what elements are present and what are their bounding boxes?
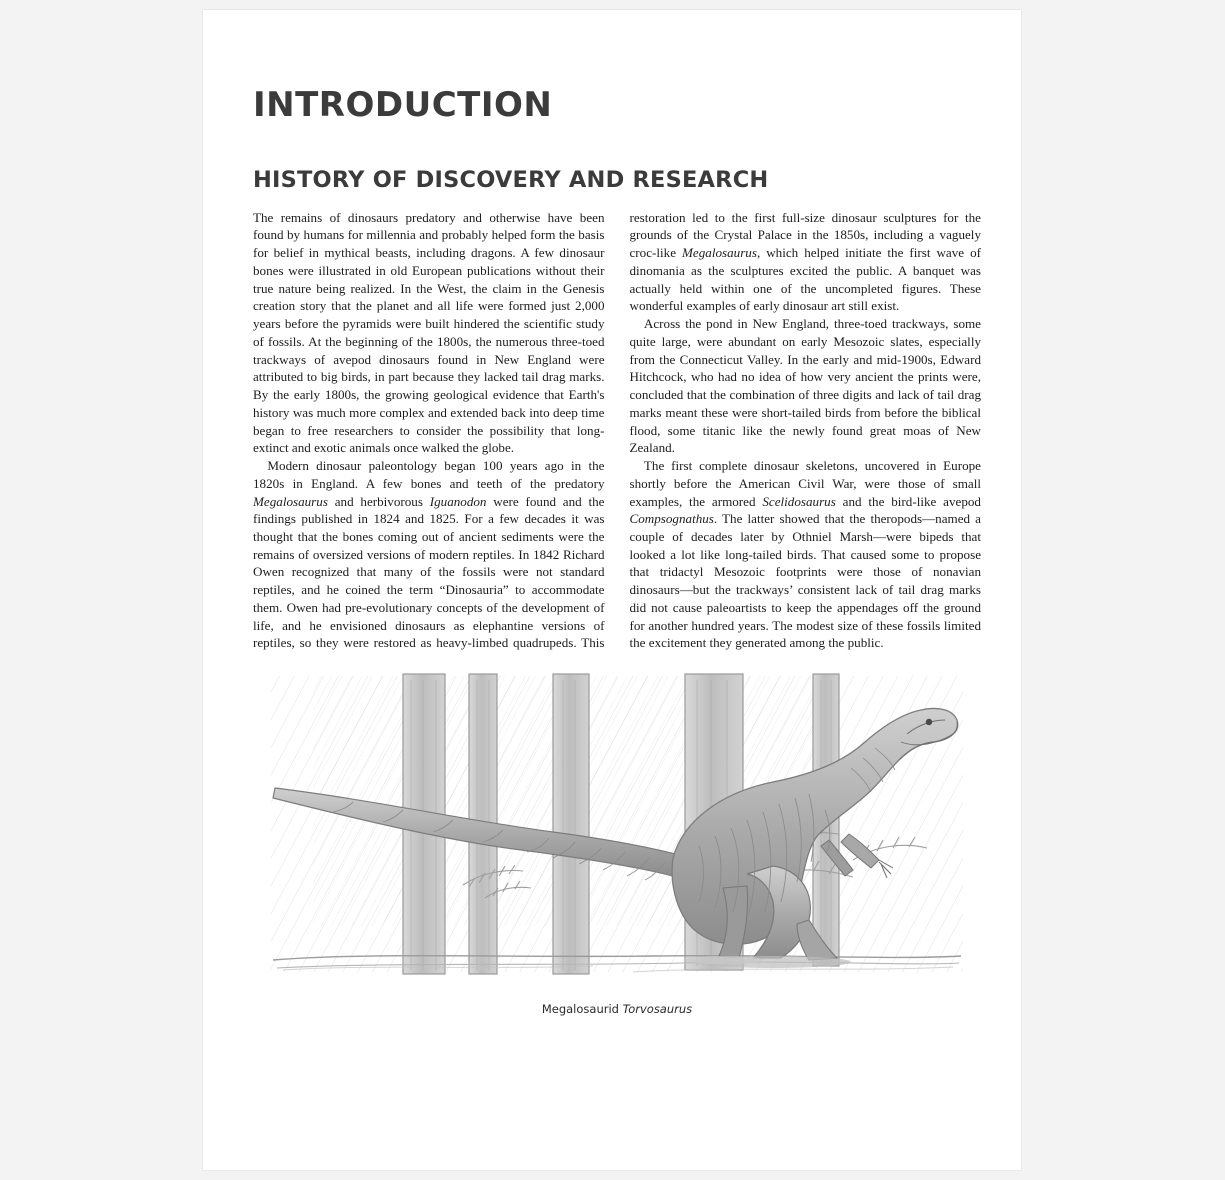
figure-caption-genus: Torvosaurus [622,1002,693,1017]
section-title: HISTORY OF DISCOVERY AND RESEARCH [253,167,769,193]
dinosaur-illustration [253,670,981,992]
book-page [203,10,1021,1170]
paragraph: The remains of dinosaurs predatory and otherwise have been found by humans for millennia and probably helped form the basis for belief in mythical beasts, including dragons. A few dinosaur bones were illustrated in old European publications without their true nature being realized. In the West, the claim in the Genesis creation story that the planet and all life were formed just 2,000 years before the pyramids were built hindered the scientific study of fossils. At the beginning of the 1800s, the numerous three-toed trackways of avepod dinosaurs found in New England were attributed to big birds, in part because they lacked tail drag marks. By the early 1800s, the growing geological evidence that Earth's history was much more complex and extended back into deep time began to free researchers to consider the possibility that long-extinct and exotic animals once walked the globe. [253,209,605,456]
figure [253,670,981,1016]
paragraph: The first complete dinosaur skeletons, uncovered in Europe shortly before the American Civil War, were those of small examples, the armored Scelidosaurus and the bird-like avepod Compsognathus. The latter showed that the theropods—named a couple of decades later by Othniel Marsh—were bipeds that looked a lot like long-tailed birds. That caused some to propose that tridactyl Mesozoic footprints were those of nonavian dinosaurs—but the trackways’ consistent lack of tail drag marks did not cause paleoartists to keep the appendages off the ground for another hundred years. The modest size of these fossils limited the excitement they generated among the public. [629,458,981,651]
figure-caption-prefix: Megalosaurid [541,1002,623,1017]
figure-caption [253,1002,981,1016]
chapter-title: INTRODUCTION [253,85,553,125]
body-columns [253,209,981,652]
page-content [253,85,981,1017]
paragraph: Modern dinosaur paleontology began 100 years ago in the 1820s in England. A few bones and teeth of the predatory Megalosaurus and herbivorous Iguanodon were found and the findings published in 1824 and 1825. For a few decades it was thought that the bones coming out of ancient sediments were the remains of oversized versions of modern reptiles. In 1842 Richard Owen recognized that many of the fossils were not standard reptiles, and he coined the term “Dinosauria” to accommodate them. Owen had pre-evolutionary concepts of the development of life, and he envisioned dinosaurs as elephantine versions of reptiles, so they were restored as heavy-limbed quadrupeds. This restoration led to the first full-size dinosaur sculptures for the grounds of the Crystal Palace in the 1850s, including a vaguely croc-like Megalosaurus, which helped initiate the first wave of dinomania as the sculptures excited the public. A banquet was actually held within one of the uncompleted figures. These wonderful examples of early dinosaur art still exist. [253,209,981,651]
paragraph: Across the pond in New England, three-toed trackways, some quite large, were abundant on early Mesozoic slates, especially from the Connecticut Valley. In the early and mid-1900s, Edward Hitchcock, who had no idea of how very ancient the prints were, concluded that the combination of three digits and lack of tail drag marks meant these were short-tailed birds from before the biblical flood, some titanic like the newly found great moas of New Zealand. [629,316,981,456]
